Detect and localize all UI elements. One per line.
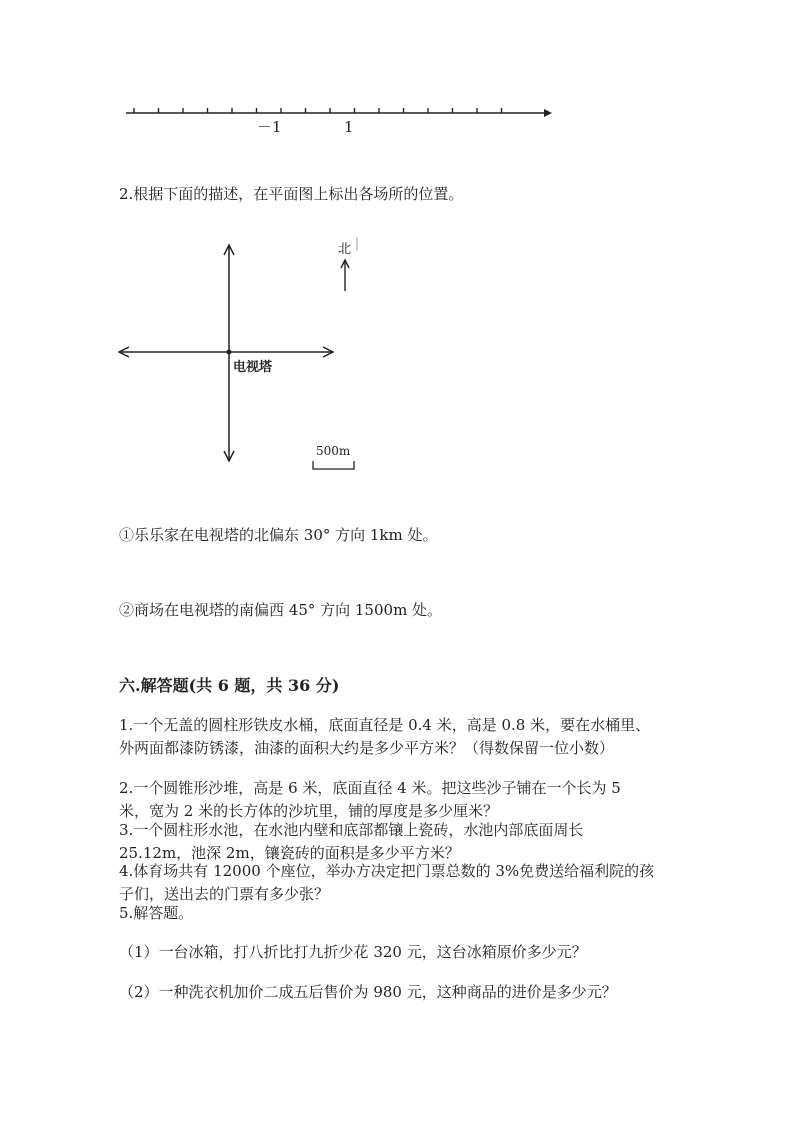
tv-tower-point (227, 350, 232, 355)
section-6-question-4: 4.体育场共有 12000 个座位，举办方决定把门票总数的 3%免费送给福利院的孩子们，送出去的门票有多少张？ (119, 862, 655, 903)
section-6-question-5-part-2: （2）一种洗衣机加价二成五后售价为 980 元，这种商品的进价是多少元？ (119, 983, 617, 1001)
question-2-item-1: ①乐乐家在电视塔的北偏东 30° 方向 1km 处。 (119, 526, 438, 544)
section-6-title: 六.解答题(共 6 题，共 36 分) (119, 676, 340, 695)
number-line (120, 100, 560, 140)
scale-label: 500m (316, 444, 351, 458)
scale-bar (313, 461, 354, 469)
section-6-question-2: 2.一个圆锥形沙堆，高是 6 米，底面直径 4 米。把这些沙子铺在一个长为 5 米，宽为 2 米的长方体的沙坑里，铺的厚度是多少厘米？ (119, 779, 621, 820)
question-2-prompt: 2.根据下面的描述，在平面图上标出各场所的位置。 (119, 185, 464, 203)
north-label: 北 (338, 242, 352, 257)
number-line-label-1: 1 (344, 118, 354, 136)
section-6-question-1: 1.一个无盖的圆柱形铁皮水桶，底面直径是 0.4 米，高是 0.8 米，要在水桶里、外两面都漆防锈漆，油漆的面积大约是多少平方米？（得数保留一位小数） (119, 716, 651, 757)
question-2-item-2: ②商场在电视塔的南偏西 45° 方向 1500m 处。 (119, 601, 443, 619)
number-line-label-minus1: －1 (257, 118, 282, 136)
tv-tower-label: 电视塔 (233, 360, 273, 375)
section-6-question-5: 5.解答题。 (119, 904, 194, 922)
map-figure (115, 233, 375, 473)
section-6-question-5-part-1: （1）一台冰箱，打八折比打九折少花 320 元，这台冰箱原价多少元？ (119, 943, 587, 961)
section-6-question-3: 3.一个圆柱形水池，在水池内壁和底部都镶上瓷砖，水池内部底面周长 25.12m，池深 2m，镶瓷砖的面积是多少平方米？ (119, 821, 584, 862)
